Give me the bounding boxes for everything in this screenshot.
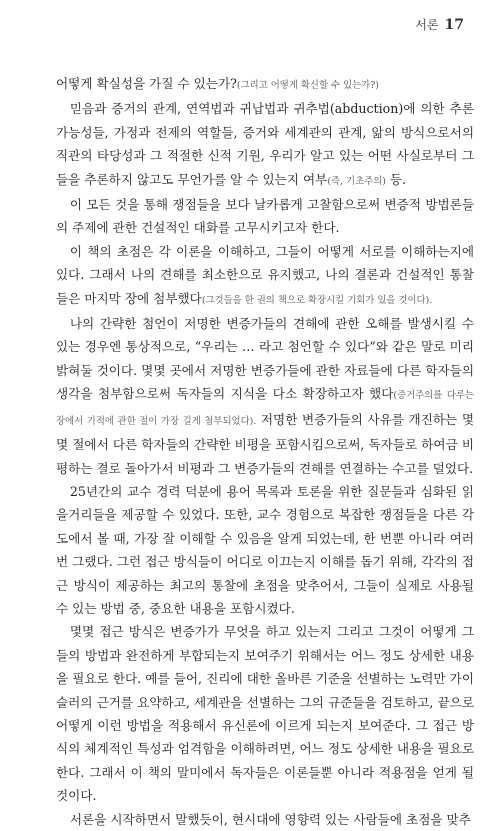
parenthetical-note: (그것들을 한 권의 책으로 확장시킬 기회가 있을 것이다). — [201, 294, 433, 306]
running-header — [415, 16, 464, 33]
paragraph: 나의 간략한 첨언이 저명한 변증가들의 견해에 관한 오해를 발생시킬 수 있는 경우엔 통상적으로, “우리는 … 라고 첨언할 수 있다”와 같은 말로 미리 밝혀둘 것이다. 몇몇 곳에서 저명한 변증가들에 관한 자료들에 다른 학자들의 생각을 첨부함으로써 독자들의 지식을 다소 확장하고자 했다(증거주의를 다루는 장에서 기적에 관한 절이 가장 길게 첨부되었다). 저명한 변증가들의 사유를 개진하는 몇몇 절에서 다른 학자들의 간략한 비평을 포함시킴으로써, 독자들로 하여금 비평하는 결로 돌아가서 비평과 그 변증가들의 견해를 연결하는 수고를 덜었다. — [56, 316, 474, 476]
paragraph: 25년간의 교수 경력 덕분에 용어 목록과 토론을 위한 질문들과 심화된 읽을거리들을 제공할 수 있었다. 또한, 교수 경험으로 복잡한 쟁점들을 다른 각도에서 볼 때, 가장 잘 이해할 수 있음을 알게 되었는데, 한 번뿐 아니라 여러 번 그랬다. 그런 접근 방식들이 어디로 이끄는지 이해를 돕기 위해, 각각의 접근 방식이 제공하는 최고의 통찰에 초점을 맞추어서, 그들이 실제로 사용될 수 있는 방법 중, 중요한 내용을 포함시켰다. — [56, 483, 474, 616]
paragraph: 믿음과 증거의 관계, 연역법과 귀납법과 귀추법(abduction)에 의한 추론 가능성들, 가정과 전제의 역할들, 증거와 세계관의 관계, 앎의 방식으로서의 직관의 타당성과 그 적절한 신적 기원, 우리가 알고 있는 어떤 사실로부터 그들을 추론하지 않고도 무언가를 알 수 있는지 여부(즉, 기초주의) 등. — [56, 101, 474, 187]
body-text — [56, 72, 474, 831]
parenthetical-note: (그리고 어떻게 확신할 수 있는가?) — [236, 80, 379, 91]
page-number: 17 — [444, 17, 464, 33]
section-title: 서론 — [415, 18, 439, 32]
paragraph: 이 책의 초점은 각 이론을 이해하고, 그들이 어떻게 서로를 이해하는지에 있다. 그래서 나의 견해를 최소한으로 유지했고, 나의 결론과 건설적인 통찰들은 마지막 장에 첨부했다(그것들을 한 권의 책으로 확장시킬 기회가 있을 것이다). — [56, 243, 474, 306]
paragraph: 이 모든 것을 통해 쟁점들을 보다 날카롭게 고찰함으로써 변증적 방법론들의 주제에 관한 건설적인 대화를 고무시키고자 한다. — [56, 197, 474, 236]
parenthetical-note: (즉, 기초주의) — [327, 175, 386, 187]
parenthetical-note: (증거주의를 다루는 장에서 기적에 관한 절이 가장 길게 첨부되었다). — [56, 390, 474, 427]
paragraph: 서론을 시작하면서 말했듯이, 현시대에 영향력 있는 사람들에 초점을 맞추 — [69, 811, 471, 827]
paragraph: 어떻게 확실성을 가질 수 있는가?(그리고 어떻게 확신할 수 있는가?) — [56, 76, 379, 91]
paragraph: 몇몇 접근 방식은 변증가가 무엇을 하고 있는지 그리고 그것이 어떻게 그들의 방법과 완전하게 부합되는지 보여주기 위해서는 어느 정도 상세한 내용을 필요로 한다. 예를 들어, 진리에 대한 올바른 기준을 선별하는 노력만 가이슬러의 근거를 요약하고, 세계관을 선별하는 그의 규준들을 검토하고, 끝으로 어떻게 이런 방법을 적용해서 유신론에 이르게 되는지 보여준다. 그 접근 방식의 체계적인 특성과 엄격함을 이해하려면, 어느 정도 상세한 내용을 필요로 한다. 그래서 이 책의 말미에서 독자들은 이론들뿐 아니라 적용점을 얻게 될 것이다. — [56, 624, 474, 804]
